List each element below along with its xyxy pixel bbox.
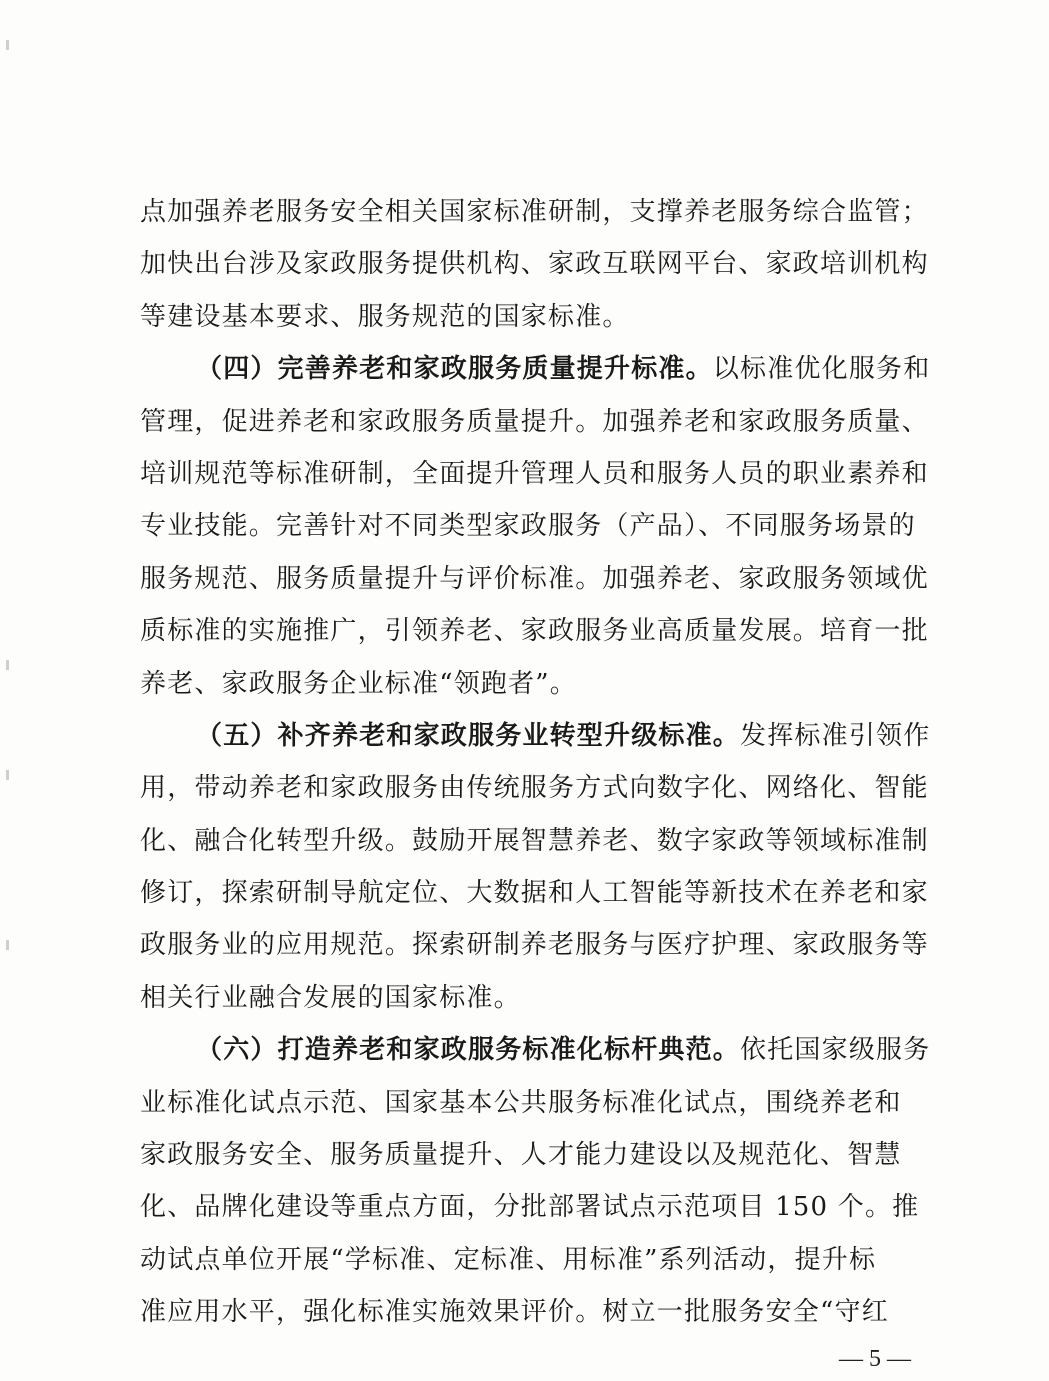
section-text: 依托国家级服务 bbox=[740, 1035, 931, 1066]
text-line: 化、品牌化建设等重点方面，分批部署试点示范项目 150 个。推 bbox=[140, 1192, 920, 1223]
text-line: 培训规范等标准研制，全面提升管理人员和服务人员的职业素养和 bbox=[140, 458, 929, 489]
section-five bbox=[140, 710, 960, 1024]
text-line: 政服务业的应用规范。探索研制养老服务与医疗护理、家政服务等 bbox=[140, 930, 929, 961]
text-line: 用，带动养老和家政服务由传统服务方式向数字化、网络化、智能 bbox=[140, 773, 929, 804]
text-line: 等建设基本要求、服务规范的国家标准。 bbox=[140, 301, 630, 332]
paragraph-continuation bbox=[140, 186, 960, 343]
section-first-line bbox=[140, 343, 960, 395]
scan-edge-mark bbox=[6, 940, 9, 950]
text-line: 准应用水平，强化标准实施效果评价。树立一批服务安全“守红 bbox=[140, 1297, 889, 1328]
page-number: — 5 — bbox=[839, 1346, 911, 1372]
text-line: 专业技能。完善针对不同类型家政服务（产品）、不同服务场景的 bbox=[140, 511, 916, 542]
section-text: 以标准优化服务和 bbox=[712, 354, 931, 385]
text-line: 修订，探索研制导航定位、大数据和人工智能等新技术在养老和家 bbox=[140, 878, 929, 909]
section-first-line bbox=[140, 710, 960, 762]
section-six bbox=[140, 1024, 960, 1338]
section-four bbox=[140, 343, 960, 710]
section-first-line bbox=[140, 1024, 960, 1076]
text-line: 业标准化试点示范、国家基本公共服务标准化试点，围绕养老和 bbox=[140, 1087, 902, 1118]
document-body bbox=[140, 186, 960, 1339]
text-line: 相关行业融合发展的国家标准。 bbox=[140, 982, 521, 1013]
section-heading: （五）补齐养老和家政服务业转型升级标准。 bbox=[196, 720, 741, 751]
text-line: 点加强养老服务安全相关国家标准研制，支撑养老服务综合监管； bbox=[140, 197, 929, 227]
text-line: 家政服务安全、服务质量提升、人才能力建设以及规范化、智慧 bbox=[140, 1140, 902, 1171]
text-line: 质标准的实施推广，引领养老、家政服务业高质量发展。培育一批 bbox=[140, 616, 929, 647]
scan-edge-mark bbox=[6, 660, 9, 670]
scan-edge-mark bbox=[6, 770, 9, 780]
text-line: 化、融合化转型升级。鼓励开展智慧养老、数字家政等领域标准制 bbox=[140, 825, 929, 856]
text-line: 动试点单位开展“学标准、定标准、用标准”系列活动，提升标 bbox=[140, 1244, 877, 1275]
text-line: 管理，促进养老和家政服务质量提升。加强养老和家政服务质量、 bbox=[140, 406, 929, 437]
section-heading: （六）打造养老和家政服务标准化标杆典范。 bbox=[196, 1035, 741, 1066]
scan-edge-mark bbox=[6, 40, 9, 50]
text-line: 服务规范、服务质量提升与评价标准。加强养老、家政服务领域优 bbox=[140, 563, 929, 594]
text-line: 养老、家政服务企业标准“领跑者”。 bbox=[140, 668, 577, 699]
section-heading: （四）完善养老和家政服务质量提升标准。 bbox=[196, 354, 713, 385]
section-text: 发挥标准引领作 bbox=[740, 720, 931, 751]
text-line: 加快出台涉及家政服务提供机构、家政互联网平台、家政培训机构 bbox=[140, 249, 929, 280]
